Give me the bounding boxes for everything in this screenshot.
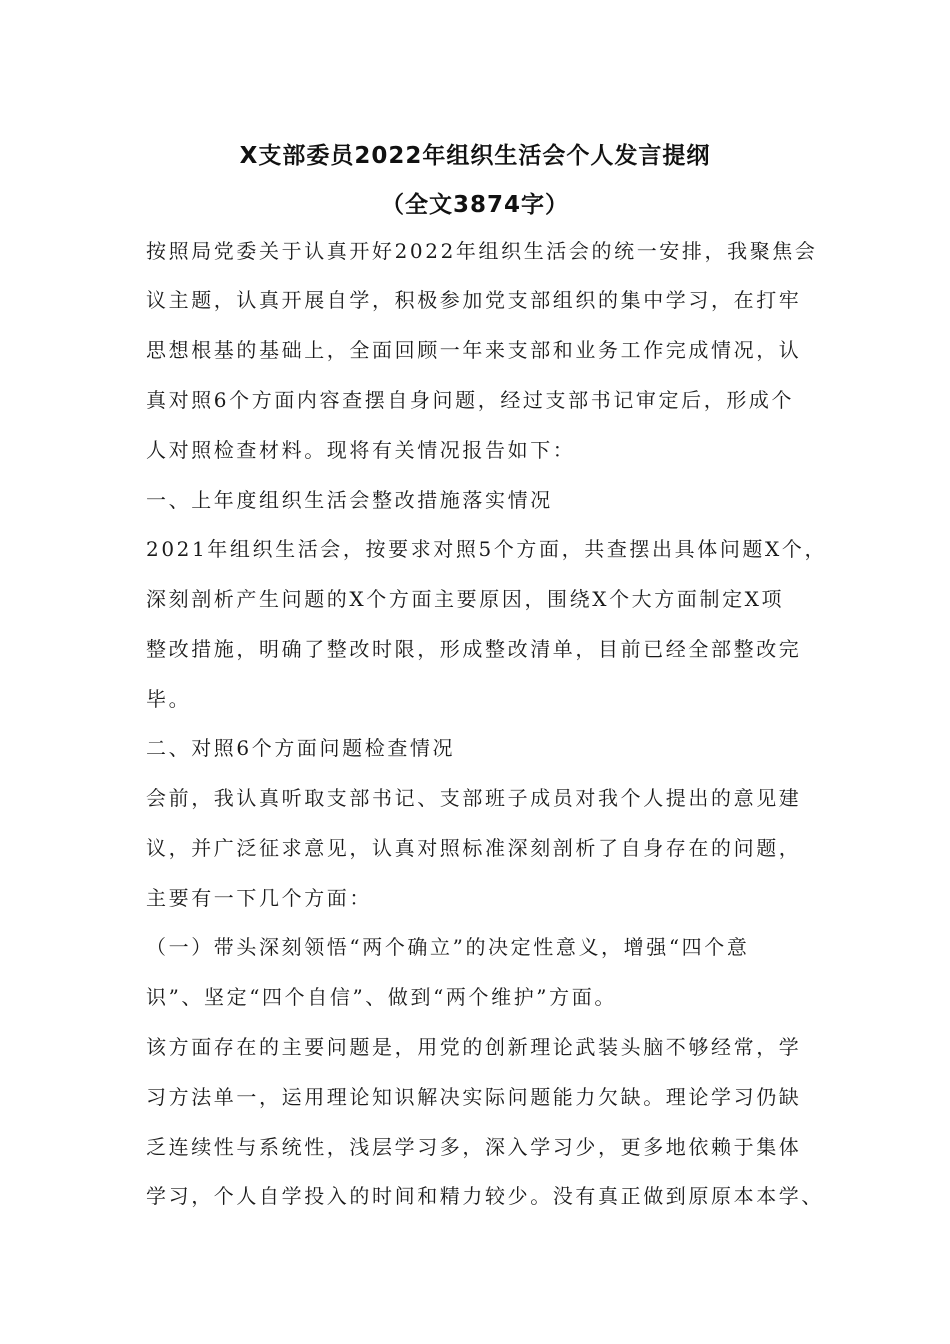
section-heading: 二、对照6个方面问题检查情况: [146, 736, 456, 760]
section-heading: 一、上年度组织生活会整改措施落实情况: [146, 488, 553, 512]
text-line: 毕。: [146, 687, 192, 711]
text-line: 人对照检查材料。现将有关情况报告如下：: [146, 438, 576, 462]
text-line: 真对照6个方面内容查摆自身问题，经过支部书记审定后，形成个: [146, 388, 795, 412]
text-line: 会前，我认真听取支部书记、支部班子成员对我个人提出的意见建: [146, 786, 802, 810]
text-line: 主要有一下几个方面：: [146, 886, 372, 910]
document-subtitle: （全文3874字）: [380, 192, 569, 218]
text-line: 按照局党委关于认真开好2022年组织生活会的统一安排，我聚焦会: [146, 239, 818, 263]
text-line: 整改措施，明确了整改时限，形成整改清单，目前已经全部整改完: [146, 637, 802, 661]
text-line: 乏连续性与系统性，浅层学习多，深入学习少，更多地依赖于集体: [146, 1135, 802, 1159]
subsection-heading: （一）带头深刻领悟“两个确立”的决定性意义，增强“四个意: [146, 935, 750, 959]
text-line: 议，并广泛征求意见，认真对照标准深刻剖析了自身存在的问题，: [146, 836, 802, 860]
text-line: 2021年组织生活会，按要求对照5个方面，共查摆出具体问题X个，: [146, 537, 828, 561]
text-line: 议主题，认真开展自学，积极参加党支部组织的集中学习，在打牢: [146, 288, 802, 312]
text-line: 深刻剖析产生问题的X个方面主要原因，围绕X个大方面制定X项: [146, 587, 785, 611]
subsection-heading: 识”、坚定“四个自信”、做到“两个维护”方面。: [146, 985, 617, 1009]
text-line: 习方法单一，运用理论知识解决实际问题能力欠缺。理论学习仍缺: [146, 1085, 802, 1109]
text-line: 该方面存在的主要问题是，用党的创新理论武装头脑不够经常，学: [146, 1035, 802, 1059]
text-line: 思想根基的基础上，全面回顾一年来支部和业务工作完成情况，认: [146, 338, 802, 362]
document-title: X支部委员2022年组织生活会个人发言提纲: [239, 143, 711, 169]
text-line: 学习，个人自学投入的时间和精力较少。没有真正做到原原本本学、: [146, 1184, 824, 1208]
